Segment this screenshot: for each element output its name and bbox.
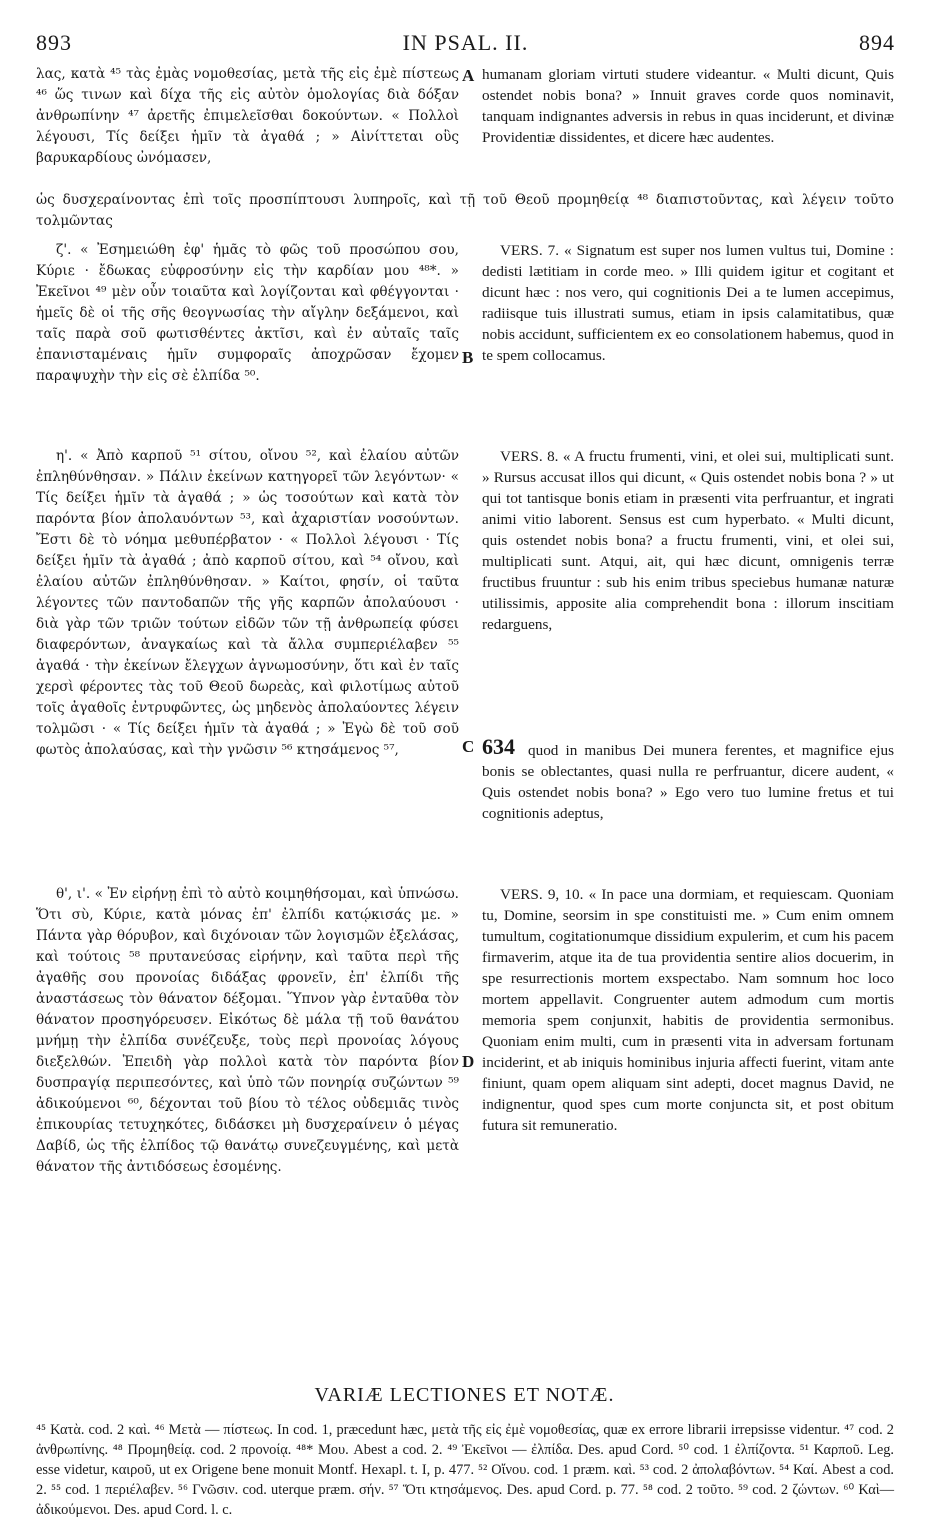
notes-title: VARIÆ LECTIONES ET NOTÆ. (314, 1384, 615, 1406)
running-header (36, 30, 895, 58)
latin-paragraph-verse-9-10: VERS. 9, 10. « In pace una dormiam, et requiescam. Quoniam tu, Domine, seorsim in spe constituisti me. » Cum enim omnem tumultum, cogitationumque dissidium expulerim, et cum his pacem firmaverim, atque ita de tua providentia sentire alios docuerim, in spe resurrectionis mortem exspectabo. Nam somnum hoc loco mortem appellavit. Congruenter autem admodum cum mortis memoria spem conjunxit, habitis de providentia sermonibus. Quoniam enim multi, cum in præsenti vita in adversam fortunam inciderint, et ab iniquis hominibus injuria affecti fuerint, vitam ante finiunt, quam opem aliquam sint adepti, docet magnus David, ne indignentur, quod spes cum morte conjuncta sit, et post obitum futura sit remuneratio. (482, 886, 894, 1134)
latin-paragraph-verse-8: VERS. 8. « A fructu frumenti, vini, et olei sui, multiplicati sunt. » Rursus accusat illos qui dicunt, « Quis ostendet nobis bona ? » ut qui tot tantisque bonis etiam in præsenti vita perfruantur, et ingrati animi vitio laborent. Sensus est cum hyperbato. « Multi dicunt, quis ostendet nobis bona? a fructu frumenti, vini, et olei sui, multiplicati sunt. Atqui, ait, qui hæc dicunt, omnigenis terræ fructibus fruuntur : sub his enim tribus speciebus humanæ naturæ utilissimis, apposite alia comprehendit bona : illorum inscitiam redarguens, (482, 448, 894, 633)
margin-marker-a: A (462, 66, 475, 85)
margin-marker-d: D (462, 1052, 475, 1071)
greek-paragraph-verse-7: ζ'. « Ἐσημειώθη ἐφ' ἡμᾶς τὸ φῶς τοῦ προσώπου σου, Κύριε · ἔδωκας εὐφροσύνην εἰς τὴν καρδίαν μου ⁴⁸*. » Ἐκεῖνοι ⁴⁹ μὲν οὖν τοιαῦτα καὶ λογίζονται καὶ φθέγγονται · ἡμεῖς δὲ οἱ τῆς σῆς θεογνωσίας τὴν αἴγλην δεξάμενοι, καὶ ταῖς παρὰ σοῦ φωτισθέντες ἀκτῖσι, καὶ ἐν αὐταῖς ταῖς ἐπανισταμέναις ἡμῖν συμφοραῖς ἀποχρῶσαν ἔχομεν παραψυχὴν τὴν εἰς σὲ ἐλπίδα ⁵⁰. (36, 242, 459, 384)
greek-paragraph-1: λας, κατὰ ⁴⁵ τὰς ἐμὰς νομοθεσίας, μετὰ τῆς εἰς ἐμὲ πίστεως ⁴⁶ ὥς τινων καὶ δίχα τῆς εἰς αὐτὸν ὁμολογίας διὰ δόξαν ἀνθρωπίνην ⁴⁷ ἀρετῆς ἐπιμελεῖσθαι δοκούντων. « Πολλοὶ λέγουσι, Τίς δείξει ἡμῖν τὰ ἀγαθά ; » Αἰνίττεται οὓς βαρυκαρδίους ὠνόμασεν, (36, 66, 459, 166)
notes-text: ⁴⁵ Κατὰ. cod. 2 καὶ. ⁴⁶ Μετὰ — πίστεως. In cod. 1, præcedunt hæc, μετὰ τῆς εἰς ἐμὲ νομοθεσίας, quæ ex errore librarii irrepsisse videntur. ⁴⁷ cod. 2 ἀνθρωπίνης. ⁴⁸ Προμηθείᾳ. cod. 2 προνοίᾳ. ⁴⁸* Μου. Abest a cod. 2. ⁴⁹ Ἐκεῖνοι — ἐλπίδα. Des. apud Cord. ⁵⁰ cod. 1 ἐλπίζοντα. ⁵¹ Καρποῦ. Leg. esse videtur, καιροῦ, ut ex Origene bene monuit Montf. Hexapl. t. I, p. 477. ⁵² Οἴνου. cod. 1 præm. καὶ. ⁵³ cod. 2 ἀπολαβόντων. ⁵⁴ Καί. Abest a cod. 2. ⁵⁵ cod. 1 περιέλαβεν. ⁵⁶ Γνῶσιν. cod. uterque præm. σήν. ⁵⁷ Ὅτι κτησάμενος. Des. apud Cord. p. 77. ⁵⁸ cod. 2 τοῦτο. ⁵⁹ cod. 2 ζώντων. ⁶⁰ Καὶ—ἀδικούμενοι. Des. apud Cord. l. c. (36, 1422, 894, 1518)
greek-paragraph-verse-9-10: θ', ι'. « Ἐν εἰρήνῃ ἐπὶ τὸ αὐτὸ κοιμηθήσομαι, καὶ ὑπνώσω. Ὅτι σὺ, Κύριε, κατὰ μόνας ἐπ' ἐλπίδι κατῴκισάς με. » Πάντα γὰρ θόρυβον, καὶ διχόνοιαν τῶν λογισμῶν ἐξελάσας, καὶ τούτοις ⁵⁸ πρυτανεύσας εἰρήνην, καὶ ταῦτα περὶ τῆς ἀγαθῆς σου προνοίας διδάξας φρονεῖν, ἐπ' ἐλπίδι τῆς ἀναστάσεως τὸν θάνατον δέξομαι. Ὕπνον γὰρ ἐνταῦθα τὸν θάνατον προσηγόρευσεν. Εἰκότως δὲ μάλα τῇ τοῦ θανάτου μνήμῃ τὴν ἐλπίδα συνέζευξε, τοὺς περὶ προνοίας λόγους διεξελθών. Ἐπειδὴ γὰρ πολλοὶ κατὰ τὸν παρόντα βίον δυσπραγίᾳ περιπεσόντες, καὶ ὑπὸ τῶν πονηρίᾳ συζώντων ⁵⁹ ἀδικούμενοι ⁶⁰, δέχονται τοῦ βίου τὸ τέλος οὐδεμιᾶς τινὸς ἐπικουρίας τετυχηκότες, διδάσκει μὴ δυσχεραίνειν ὁ μέγας Δαβίδ, ὡς τῆς ἐλπίδος τῷ θανάτῳ συνεζευγμένης, καὶ μετὰ θάνατον τῆς ἀντιδόσεως ἐσομένης. (36, 886, 459, 1175)
running-title: IN PSAL. II. (402, 30, 529, 55)
latin-paragraph-verse-7: VERS. 7. « Signatum est super nos lumen vultus tui, Domine : dedisti lætitiam in corde meo. » Illi quidem igitur et cogitant et dicunt hæc : nos vero, qui cognitionis Dei a te lumen accepimus, radiisque tuis illustrati sumus, etiam in ipsis calamitatibus, quæ nobis accidunt, sufficientem ex eo consolationem habemus, quod in te spem collocamus. (482, 242, 894, 364)
greek-paragraph-1-wide: ὡς δυσχεραίνοντας ἐπὶ τοῖς προσπίπτουσι λυπηροῖς, καὶ τῇ τοῦ Θεοῦ προμηθείᾳ ⁴⁸ διαπιστοῦντας, καὶ λέγειν τοῦτο τολμῶντας (36, 192, 894, 229)
latin-paragraph-1: humanam gloriam virtuti studere videantur. « Multi dicunt, Quis ostendet nobis bona? » Innuit graves corde quos nominavit, tanquam indignantes adversis in rebus in quas inciderunt, et divinæ Providentiæ dissidentes, et dicere hæc audentes. (482, 66, 894, 146)
page-number-left: 893 (36, 30, 72, 55)
margin-marker-c: C (462, 737, 475, 756)
page-number-right: 894 (859, 30, 895, 55)
column-number: 634 (482, 734, 515, 759)
latin-paragraph-verse-8-cont: quod in manibus Dei munera ferentes, et magnifice ejus bonis se oblectantes, quasi nulla re perfruantur, dicere audent, « Quis ostendet nobis bona? » Ego vero tuo lumine fretus et tui cognitionis adeptus, (482, 742, 894, 822)
margin-marker-b: B (462, 348, 474, 367)
greek-paragraph-verse-8: η'. « Ἀπὸ καρποῦ ⁵¹ σίτου, οἴνου ⁵², καὶ ἐλαίου αὐτῶν ἐπληθύνθησαν. » Πάλιν ἐκείνων κατηγορεῖ τῶν λεγόντων· « Τίς δείξει ἡμῖν τὰ ἀγαθά ; » ὡς τοσούτων καὶ κατὰ τὸν παρόντα βίον ἀπολαυόντων ⁵³, καὶ ἀχαριστίαν νοσούντων. Ἔστι δὲ τὸ νόημα μεθυπέρβατον · « Πολλοὶ λέγουσι · Τίς δείξει ἡμῖν τὰ ἀγαθά ; ἀπὸ καρποῦ σίτου, καὶ ⁵⁴ οἴνου, καὶ ἐλαίου αὐτῶν ἐπληθύνθησαν. » Καίτοι, φησίν, οἱ ταῦτα λέγοντες τῶν παντοδαπῶν τῆς γῆς καρπῶν ἀπολαύουσι · διὰ γὰρ τῶν τριῶν τούτων εἰδῶν τῶν τῇ ἀνθρωπείᾳ φύσει διαφερόντων, ἀναγκαίως καὶ τὰ ἄλλα συμπεριέλαβεν ⁵⁵ ἀγαθά · τὴν ἐκείνων ἔλεγχων ἀγνωμοσύνην, ὅτι καὶ ἐν ταῖς χερσὶ φέροντες τὰς τοῦ Θεοῦ δωρεὰς, καὶ φιλοτίμως αὐτοῦ τοῖς ἀγαθοῖς ἐντρυφῶντες, ὡς μηδενὸς ἀπολαύοντες λέγειν τολμῶσι · « Τίς δείξει ἡμῖν τὰ ἀγαθά ; » Ἐγὼ δὲ τοῦ σοῦ φωτὸς ἀπολαύσας, καὶ τὴν γνῶσιν ⁵⁶ κτησάμενος ⁵⁷, (36, 448, 459, 758)
